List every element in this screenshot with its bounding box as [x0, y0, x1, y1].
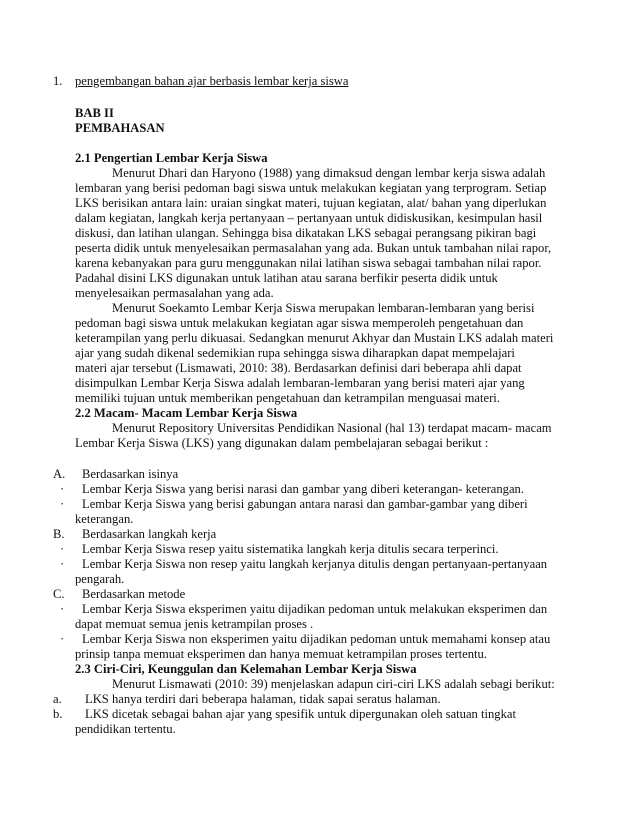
paragraph-line: Menurut Lismawati (2010: 39) menjelaskan adapun ciri-ciri LKS adalah sebagi berikut:	[112, 677, 555, 691]
list-item-continuation: pendidikan tertentu.	[75, 722, 176, 736]
list-item: Lembar Kerja Siswa resep yaitu sistematika langkah kerja ditulis secara terperinci.	[82, 542, 499, 556]
bullet-marker: ·	[60, 542, 65, 556]
list-marker: A.	[53, 467, 66, 481]
list-item-continuation: prinsip tanpa memuat eksperimen dan hanya memuat ketrampilan proses tertentu.	[75, 647, 487, 661]
list-item: Lembar Kerja Siswa eksperimen yaitu dijadikan pedoman untuk melakukan eksperimen dan	[82, 602, 548, 616]
paragraph-line: Lembar Kerja Siswa (LKS) yang digunakan dalam pembelajaran sebagai berikut :	[75, 436, 489, 450]
paragraph-line: dalam kegiatan, langkah kerja pertanyaan – pertanyaan untuk didiskusikan, kesimpulan hasil	[75, 211, 543, 225]
paragraph-line: diskusi, dan latihan ulangan. Sehingga bisa dikatakan LKS sebagai perangsang pikiran bagi	[75, 226, 537, 240]
item-title: pengembangan bahan ajar berbasis lembar kerja siswa	[75, 74, 349, 88]
list-marker: C.	[53, 587, 65, 601]
list-item: Berdasarkan isinya	[82, 467, 179, 481]
list-item: LKS hanya terdiri dari beberapa halaman, tidak sapai seratus halaman.	[85, 692, 441, 706]
list-item: LKS dicetak sebagai bahan ajar yang spesifik untuk dipergunakan oleh satuan tingkat	[85, 707, 516, 721]
bullet-marker: ·	[60, 632, 65, 646]
list-item-continuation: pengarah.	[75, 572, 125, 586]
chapter-label: BAB II	[75, 106, 114, 120]
list-item: Berdasarkan langkah kerja	[82, 527, 217, 541]
paragraph-line: peserta didik untuk menyelesaikan permasalahan yang ada. Bukan untuk tambahan nilai rapor,	[75, 241, 552, 255]
list-item-continuation: keterangan.	[75, 512, 134, 526]
paragraph-line: keterampilan yang perlu dikuasai. Sedangkan menurut Akhyar dan Mustain LKS adalah materi	[75, 331, 554, 345]
section-heading: 2.2 Macam- Macam Lembar Kerja Siswa	[75, 406, 298, 420]
paragraph-line: karena kebanyakan para guru menggunakan nilai latihan siswa sebagai tambahan nilai rapor.	[75, 256, 542, 270]
chapter-title: PEMBAHASAN	[75, 121, 165, 135]
paragraph-line: Menurut Repository Universitas Pendidikan Nasional (hal 13) terdapat macam- macam	[112, 421, 552, 435]
section-heading: 2.3 Ciri-Ciri, Keunggulan dan Kelemahan Lembar Kerja Siswa	[75, 662, 417, 676]
paragraph-line: materi ajar tersebut (Lismawati, 2010: 38). Berdasarkan definisi dari beberapa ahli dapat	[75, 361, 522, 375]
bullet-marker: ·	[60, 482, 65, 496]
paragraph-line: memiliki tujuan untuk memberikan pengetahuan dan ketrampilan menguasai materi.	[75, 391, 500, 405]
bullet-marker: ·	[60, 557, 65, 571]
paragraph-line: Menurut Soekamto Lembar Kerja Siswa merupakan lembaran-lembaran yang berisi	[112, 301, 535, 315]
paragraph-line: ajar yang sudah dikenal sedemikian rupa sehingga siswa diharapkan dapat mempelajari	[75, 346, 515, 360]
paragraph-line: Padahal disini LKS digunakan untuk latihan atau sarana berfikir peserta didik untuk	[75, 271, 498, 285]
bullet-marker: ·	[60, 602, 65, 616]
list-marker: b.	[53, 707, 63, 721]
list-marker: a.	[53, 692, 62, 706]
list-item: Lembar Kerja Siswa yang berisi gabungan antara narasi dan gambar-gambar yang diberi	[82, 497, 528, 511]
paragraph-line: pedoman bagi siswa untuk melakukan kegiatan agar siswa memperoleh pengetahuan dan	[75, 316, 524, 330]
item-number: 1.	[53, 74, 63, 88]
list-item-continuation: dapat memuat semua jenis ketrampilan proses .	[75, 617, 314, 631]
paragraph-line: LKS berisikan antara lain: uraian singkat materi, tujuan kegiatan, alat/ bahan yang diperlukan	[75, 196, 547, 210]
paragraph-line: menyelesaikan permasalahan yang ada.	[75, 286, 274, 300]
list-item: Lembar Kerja Siswa non resep yaitu langkah kerjanya ditulis dengan pertanyaan-pertanyaan	[82, 557, 548, 571]
list-item: Lembar Kerja Siswa non eksperimen yaitu dijadikan pedoman untuk memahami konsep atau	[82, 632, 551, 646]
list-marker: B.	[53, 527, 65, 541]
list-item: Berdasarkan metode	[82, 587, 186, 601]
section-heading: 2.1 Pengertian Lembar Kerja Siswa	[75, 151, 268, 165]
paragraph-line: lembaran yang berisi pedoman bagi siswa untuk melakukan kegiatan yang terprogram. Setiap	[75, 181, 547, 195]
list-item: Lembar Kerja Siswa yang berisi narasi dan gambar yang diberi keterangan- keterangan.	[82, 482, 524, 496]
paragraph-line: disimpulkan Lembar Kerja Siswa adalah lembaran-lembaran yang berisi materi ajar yang	[75, 376, 525, 390]
paragraph-line: Menurut Dhari dan Haryono (1988) yang dimaksud dengan lembar kerja siswa adalah	[112, 166, 546, 180]
bullet-marker: ·	[60, 497, 65, 511]
